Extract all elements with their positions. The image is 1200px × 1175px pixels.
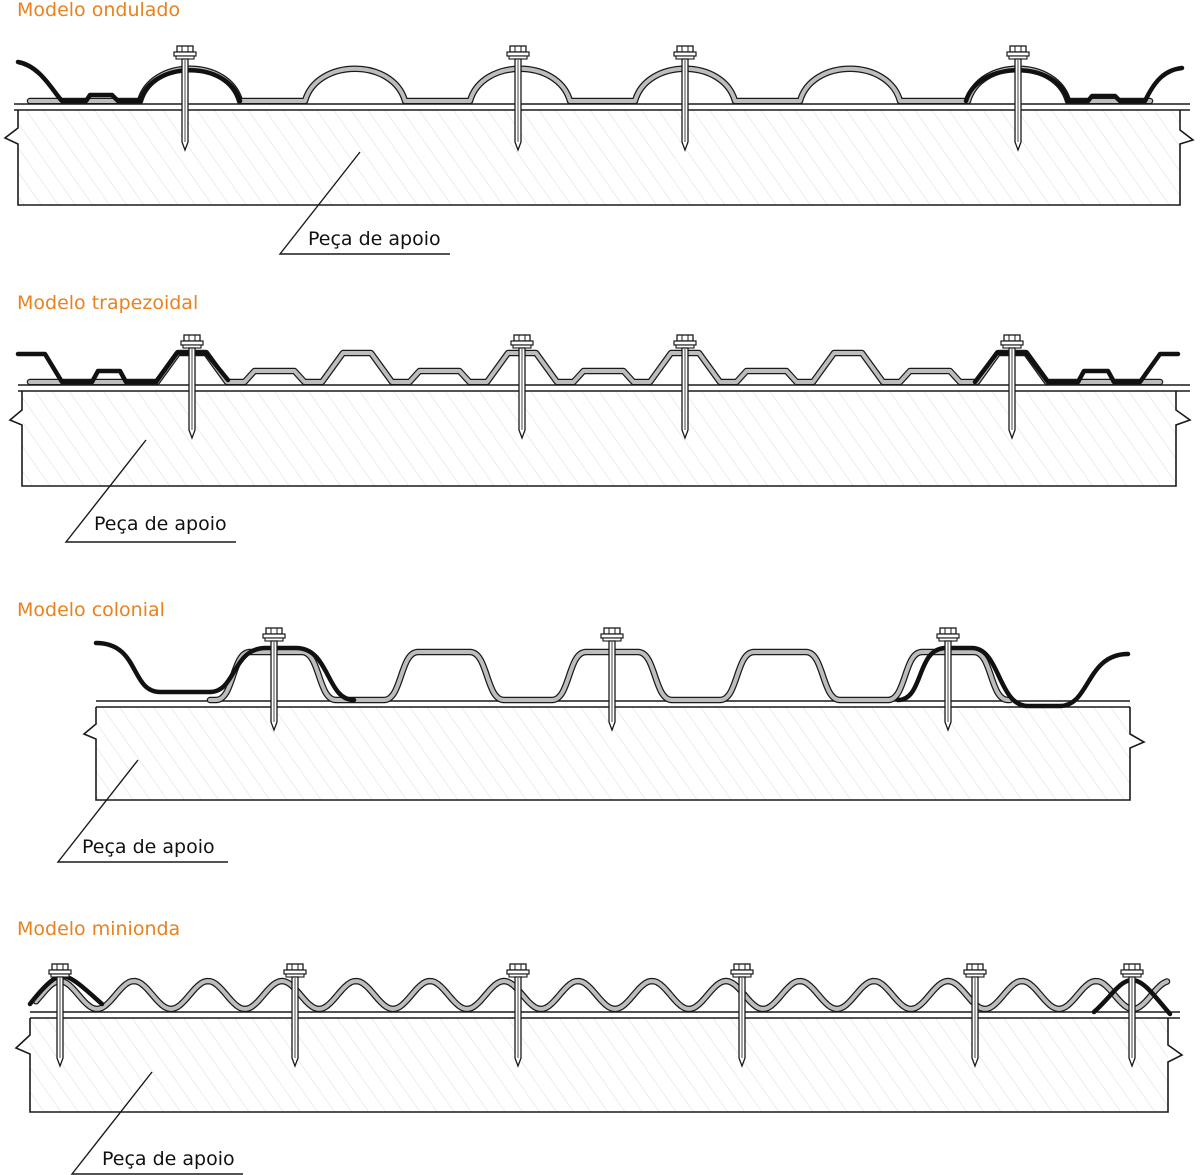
minionda-sheet-edge xyxy=(36,981,1167,1009)
corrugated-sheet-edge xyxy=(30,69,1150,101)
support-label-colonial: Peça de apoio xyxy=(82,836,215,858)
support-beam-minionda xyxy=(16,1012,1182,1112)
corrugated-sheet xyxy=(30,69,1150,101)
trapezoidal-sheet-edge xyxy=(30,353,1160,382)
roof-sheet-minionda xyxy=(30,976,1170,1014)
support-label-ondulado: Peça de apoio xyxy=(308,228,441,250)
panel-colonial xyxy=(17,599,1144,862)
overlap-sheet-right xyxy=(975,353,1178,382)
overlap-sheet-left xyxy=(18,353,228,382)
overlap-sheet-right xyxy=(966,68,1182,101)
panel-title-colonial: Modelo colonial xyxy=(17,599,165,621)
support-label-trapezoidal: Peça de apoio xyxy=(94,513,227,535)
overlap-sheet-right xyxy=(898,648,1128,706)
roof-sheet-ondulado xyxy=(18,62,1182,101)
support-label-minionda: Peça de apoio xyxy=(102,1148,235,1170)
panel-minionda xyxy=(16,918,1182,1174)
support-plate xyxy=(30,1012,1180,1018)
panel-title-trapezoidal: Modelo trapezoidal xyxy=(17,292,199,314)
panel-trapezoidal xyxy=(10,292,1190,542)
panel-ondulado xyxy=(5,0,1193,254)
panel-title-ondulado: Modelo ondulado xyxy=(17,0,181,21)
support-plate xyxy=(14,104,1190,110)
panel-title-minionda: Modelo minionda xyxy=(17,918,181,940)
